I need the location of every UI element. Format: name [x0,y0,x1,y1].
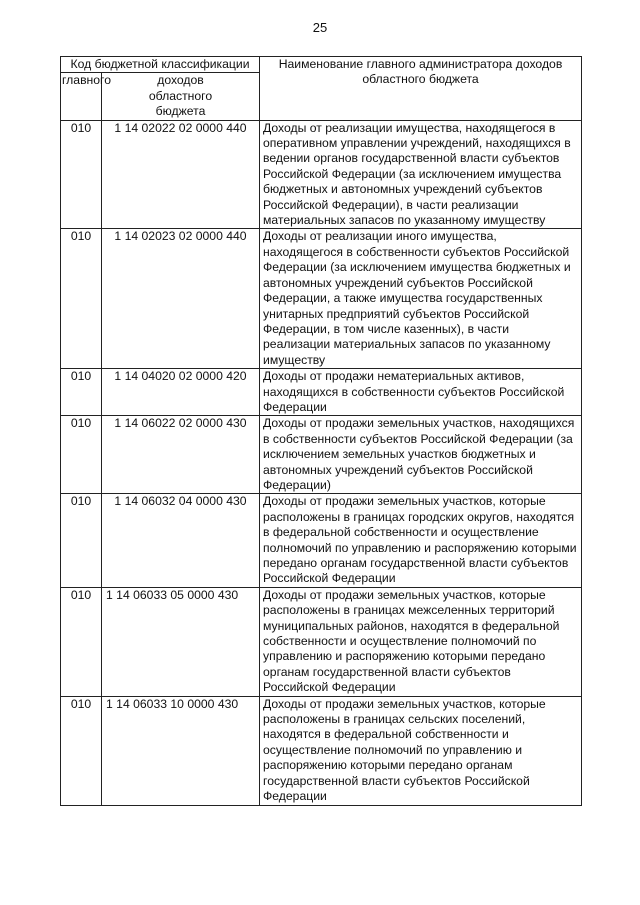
table-header-row [61,57,582,73]
row-admin-code: 010 [61,587,102,696]
row-admin-code: 010 [61,120,102,229]
table-row [61,416,582,494]
row-income-name: Доходы от продажи земельных участков, которые расположены в границах сельских поселений, находятся в федеральной собственности и осуществление полномочий по управлению и распоряжению которыми передано органам государственной власти субъектов Российской Федерации [260,696,582,805]
table-row [61,696,582,805]
table-row [61,229,582,369]
header-classification-code: Код бюджетной классификации [61,57,260,73]
header-main-admin: главного [61,73,102,120]
table-row [61,494,582,587]
budget-classification-table [60,56,582,806]
row-income-name: Доходы от реализации имущества, находящегося в оперативном управлении учреждений, находящихся в ведении органов государственной власти субъектов Российской Федерации (за исключением имущества бюджетных и автономных учреждений субъектов Российской Федерации), в части реализации материальных запасов по указанному имуществу [260,120,582,229]
row-budget-code: 1 14 06032 04 0000 430 [102,494,260,587]
row-budget-code: 1 14 02023 02 0000 440 [102,229,260,369]
page-number: 25 [312,20,328,35]
row-admin-code: 010 [61,416,102,494]
row-budget-code: 1 14 06022 02 0000 430 [102,416,260,494]
row-admin-code: 010 [61,696,102,805]
table-row [61,587,582,696]
table-row [61,120,582,229]
row-admin-code: 010 [61,494,102,587]
table-row [61,369,582,416]
row-income-name: Доходы от продажи нематериальных активов, находящихся в собственности субъектов Российской Федерации [260,369,582,416]
row-income-name: Доходы от продажи земельных участков, которые расположены в границах городских округов, находятся в федеральной собственности и осуществление полномочий по управлению и распоряжению которыми передано органам государственной власти субъектов Российской Федерации [260,494,582,587]
row-admin-code: 010 [61,369,102,416]
row-budget-code: 1 14 02022 02 0000 440 [102,120,260,229]
row-admin-code: 010 [61,229,102,369]
row-budget-code: 1 14 06033 05 0000 430 [102,587,260,696]
row-income-name: Доходы от реализации иного имущества, находящегося в собственности субъектов Российской Федерации (за исключением имущества бюджетных и автономных учреждений субъектов Российской Федерации, а также имущества государственных унитарных предприятий субъектов Российской Федерации, в том числе казенных), в части реализации материальных запасов по указанному имуществу [260,229,582,369]
header-income-code: доходов областного бюджета [102,73,260,120]
row-income-name: Доходы от продажи земельных участков, которые расположены в границах межселенных территорий муниципальных районов, находятся в федеральной собственности и осуществление полномочий по управлению и распоряжению которыми передано органам государственной власти субъектов Российской Федерации [260,587,582,696]
header-administrator-name: Наименование главного администратора доходов областного бюджета [260,57,582,121]
row-income-name: Доходы от продажи земельных участков, находящихся в собственности субъектов Российской Федерации (за исключением земельных участков бюджетных и автономных учреждений субъектов Российской Федерации) [260,416,582,494]
row-budget-code: 1 14 06033 10 0000 430 [102,696,260,805]
row-budget-code: 1 14 04020 02 0000 420 [102,369,260,416]
